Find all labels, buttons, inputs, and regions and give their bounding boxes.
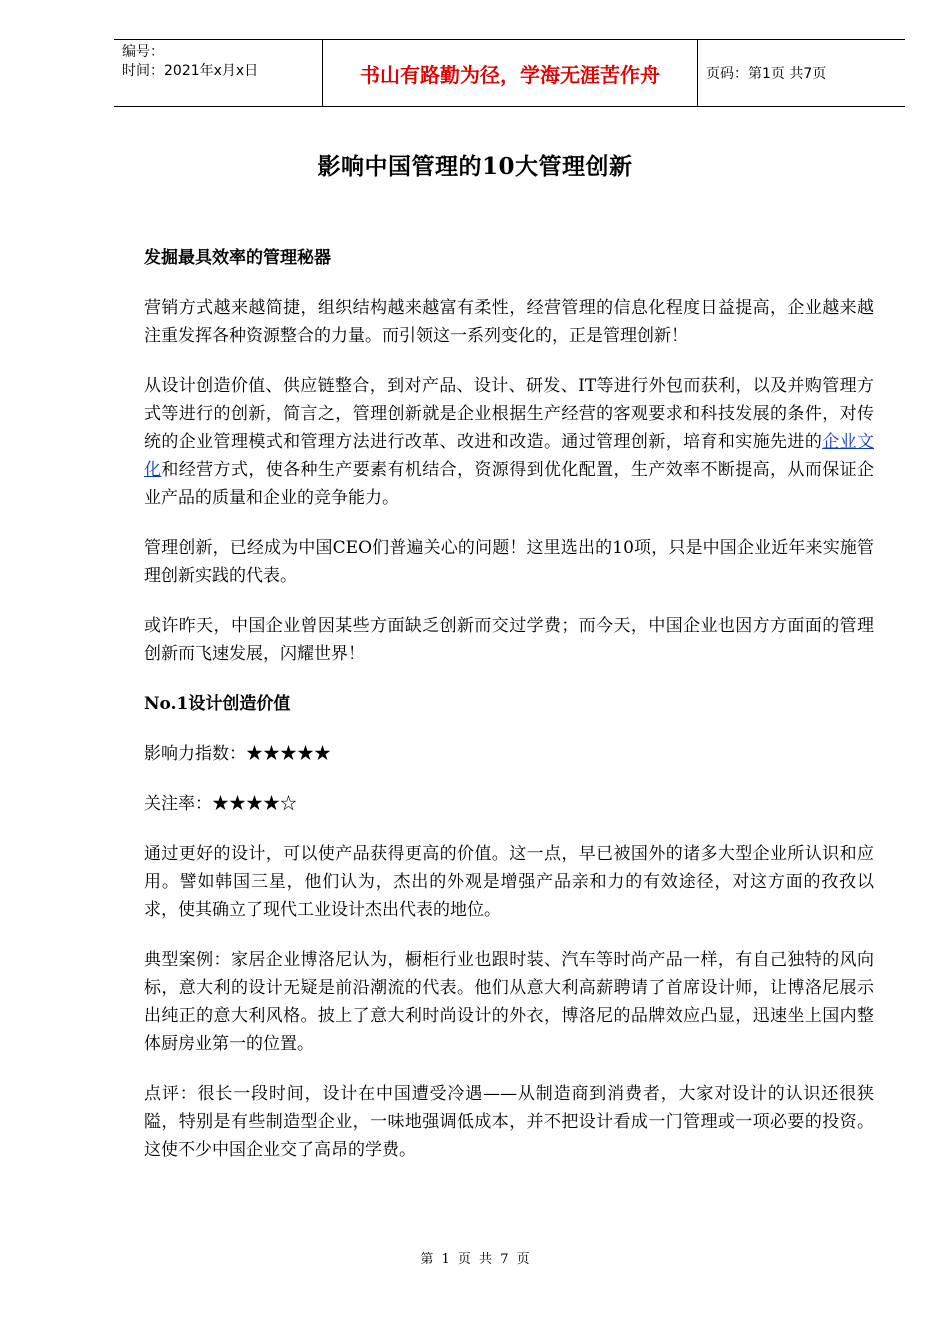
paragraph-definition-text-1: 从设计创造价值、供应链整合，到对产品、设计、研发、IT等进行外包而获利，以及并购管理方式等进行的创新，简言之，管理创新就是企业根据生产经营的客观要求和科技发展的条件，对传统的企业管理模式和管理方法进行改革、改进和改造。通过管理创新，培育和实施先进的 [144, 376, 874, 452]
paragraph-definition [144, 372, 874, 512]
header-motto: 书山有路勤为径，学海无涯苦作舟 [360, 62, 660, 87]
page-footer: 第 1 页 共 7 页 [420, 1252, 530, 1267]
section-heading: 发掘最具效率的管理秘器 [144, 248, 331, 268]
document-title: 影响中国管理的10大管理创新 [317, 153, 633, 180]
paragraph-ceo: 管理创新，已经成为中国CEO们普遍关心的问题！这里选出的10项，只是中国企业近年来实施管理创新实践的代表。 [144, 538, 874, 586]
item1-comment: 点评：很长一段时间，设计在中国遭受冷遇——从制造商到消费者，大家对设计的认识还很狭隘，特别是有些制造型企业，一味地强调低成本，并不把设计看成一门管理或一项必要的投资。这使不少中国企业交了高昂的学费。 [144, 1084, 874, 1160]
corporate-culture-link[interactable]: 企业文化 [144, 432, 874, 480]
item1-influence-rating: 影响力指数：★★★★★ [144, 744, 331, 764]
item1-description: 通过更好的设计，可以使产品获得更高的价值。这一点，早已被国外的诸多大型企业所认识和应用。譬如韩国三星，他们认为，杰出的外观是增强产品亲和力的有效途径，对这方面的孜孜以求，使其确立了现代工业设计杰出代表的地位。 [144, 844, 874, 920]
paragraph-definition-text-2: 和经营方式，使各种生产要素有机结合，资源得到优化配置，生产效率不断提高，从而保证企业产品的质量和企业的竞争能力。 [144, 460, 874, 508]
time-label: 时间：2021年x月x日 [122, 63, 259, 79]
header-motto-cell [323, 40, 698, 107]
item1-case: 典型案例：家居企业博洛尼认为，橱柜行业也跟时装、汽车等时尚产品一样，有自己独特的风向标，意大利的设计无疑是前沿潮流的代表。他们从意大利高薪聘请了首席设计师，让博洛尼展示出纯正的意大利风格。披上了意大利时尚设计的外衣，博洛尼的品牌效应凸显，迅速坐上国内整体厨房业第一的位置。 [144, 950, 874, 1054]
item1-attention-rating: 关注率：★★★★☆ [144, 794, 297, 814]
document-header [114, 39, 905, 107]
header-meta [114, 40, 323, 107]
item1-heading: No.1设计创造价值 [144, 694, 291, 714]
number-label: 编号： [122, 44, 164, 60]
paragraph-closing: 或许昨天，中国企业曾因某些方面缺乏创新而交过学费；而今天，中国企业也因方方面面的管理创新而飞速发展，闪耀世界！ [144, 616, 874, 664]
header-page-info: 页码：第1页 共7页 [698, 40, 906, 107]
paragraph-intro: 营销方式越来越简捷，组织结构越来越富有柔性，经营管理的信息化程度日益提高，企业越来越注重发挥各种资源整合的力量。而引领这一系列变化的，正是管理创新！ [144, 298, 874, 346]
document-body [144, 244, 874, 1186]
